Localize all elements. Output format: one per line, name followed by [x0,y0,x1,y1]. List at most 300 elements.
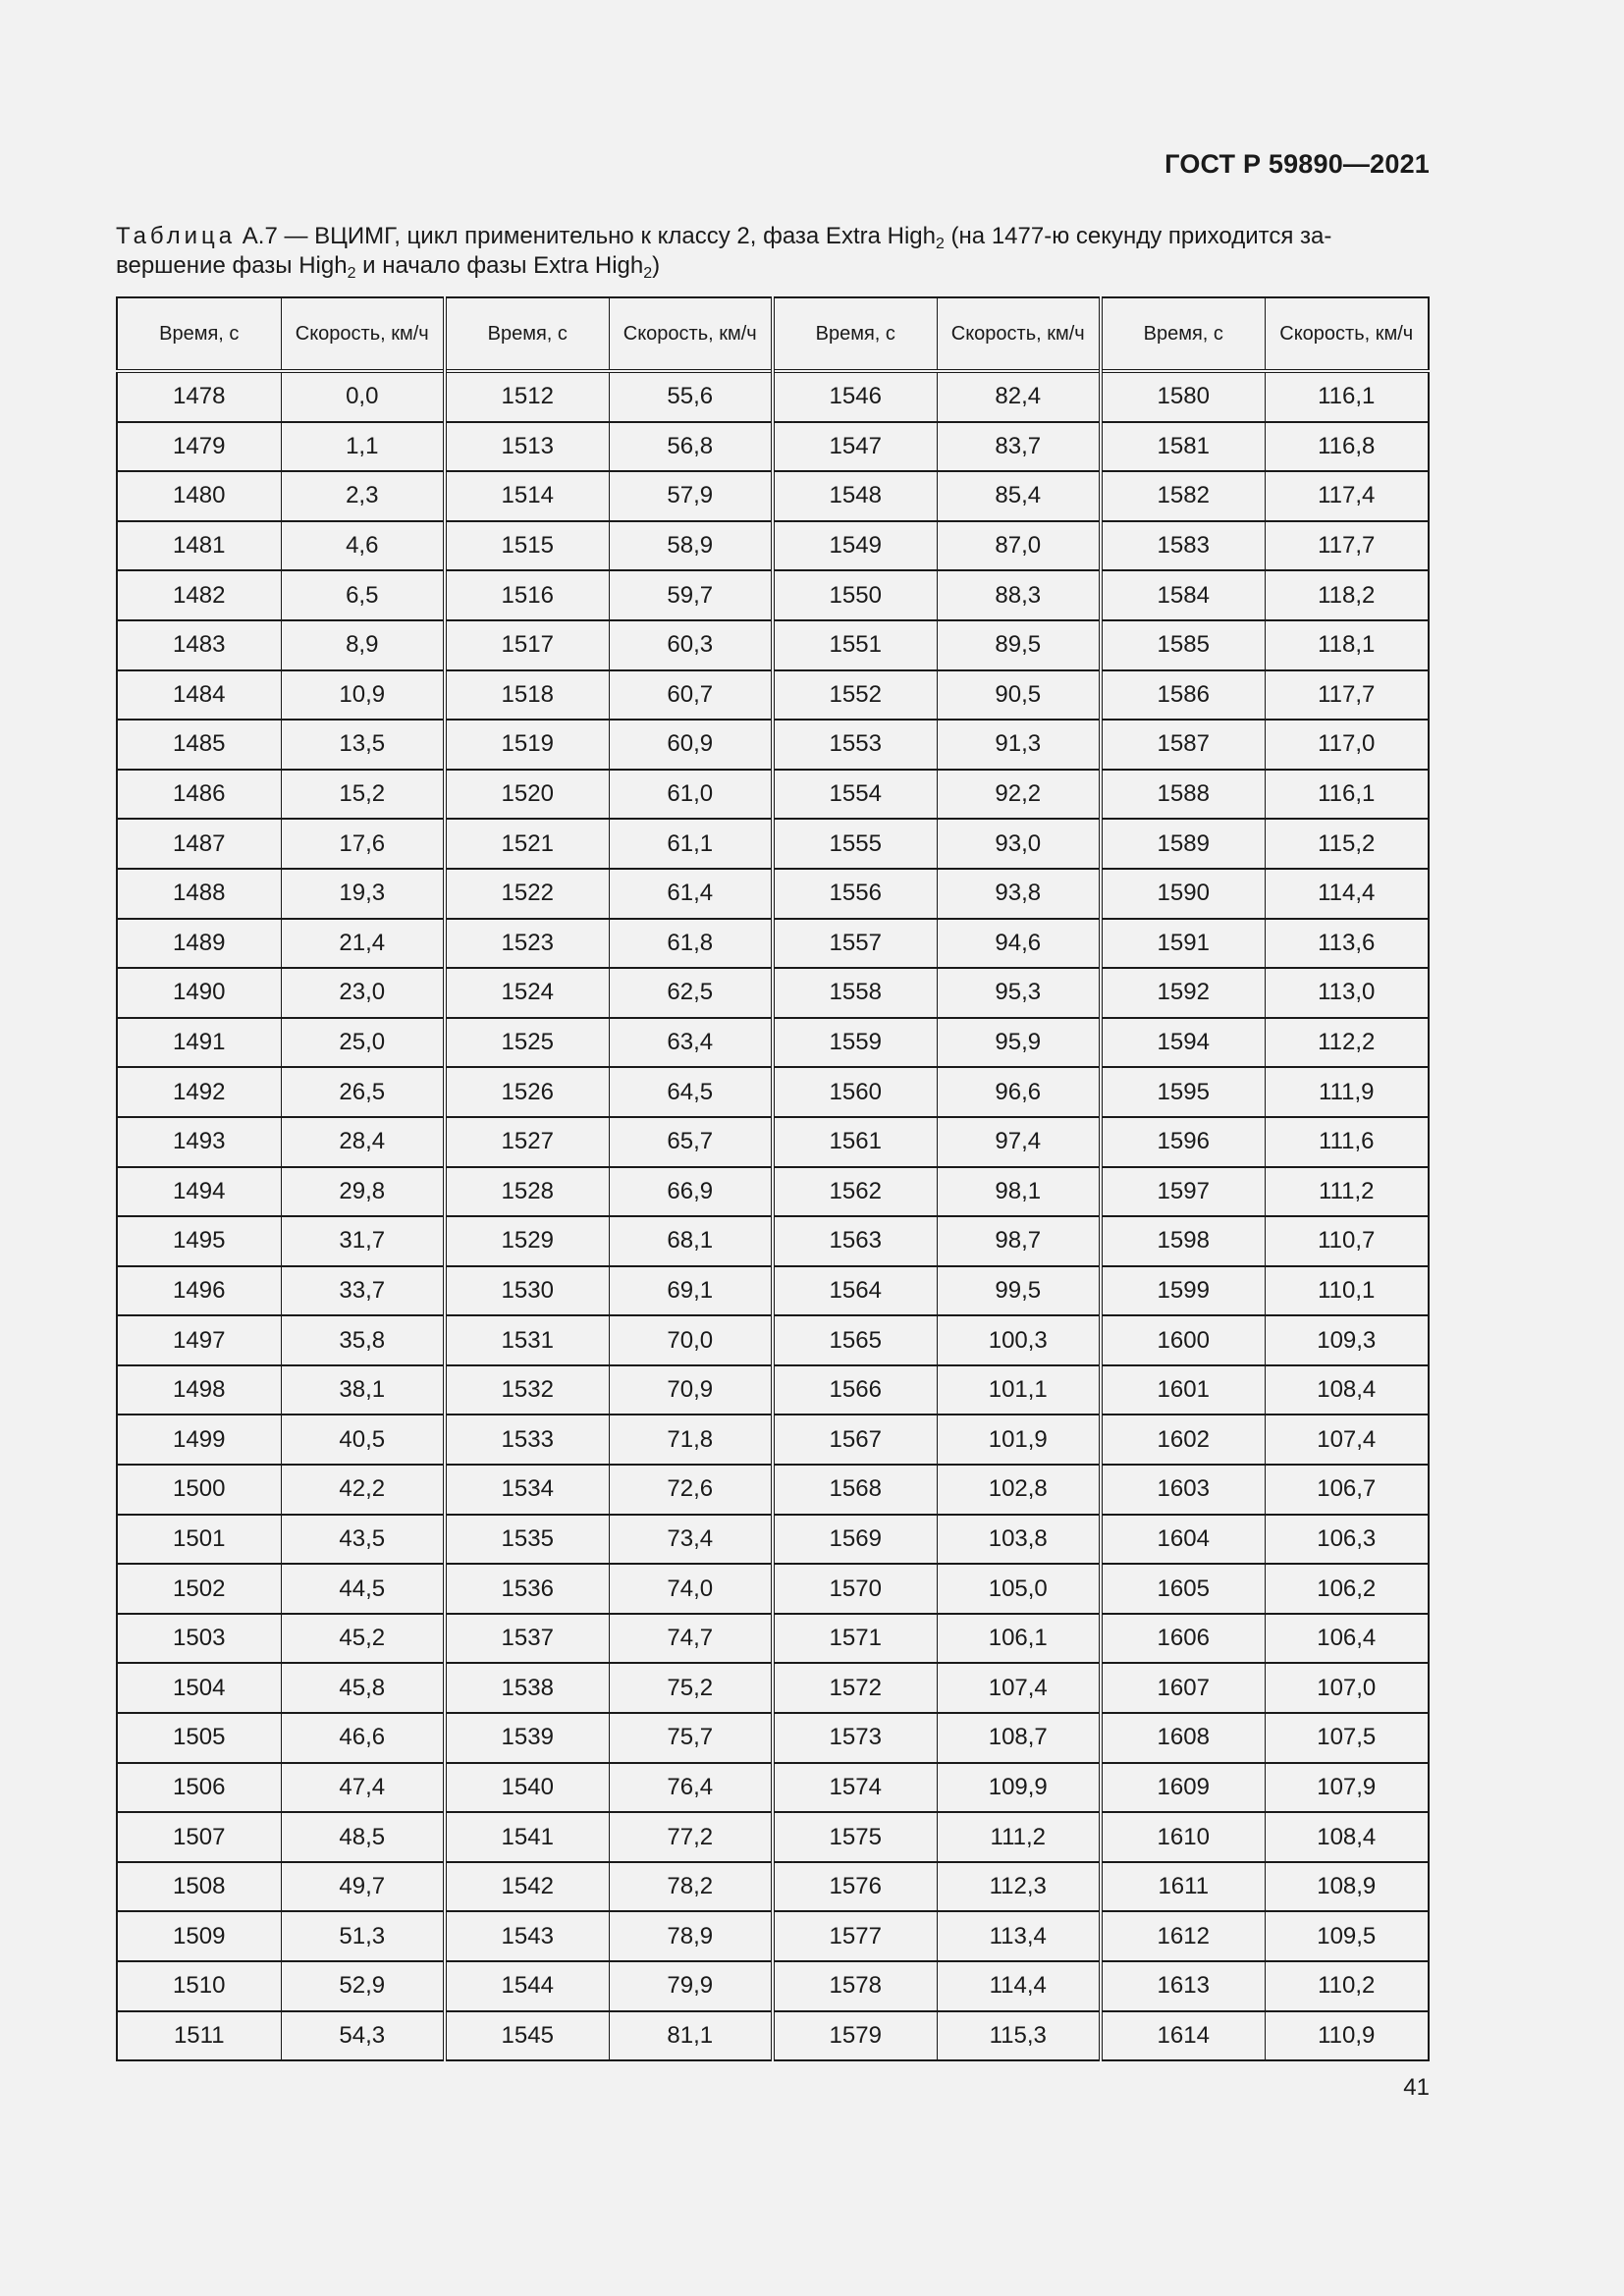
time-cell: 1539 [445,1713,609,1763]
time-cell: 1481 [117,521,281,571]
time-cell: 1595 [1101,1067,1265,1117]
speed-cell: 76,4 [609,1763,773,1813]
speed-cell: 61,1 [609,819,773,869]
time-cell: 1601 [1101,1365,1265,1415]
table-row [117,1266,1429,1316]
speed-cell: 93,8 [937,869,1101,919]
time-cell: 1523 [445,919,609,969]
table-row [117,471,1429,521]
speed-cell: 40,5 [281,1415,445,1465]
time-cell: 1583 [1101,521,1265,571]
speed-cell: 62,5 [609,968,773,1018]
header-speed: Скорость, км/ч [281,297,445,371]
speed-cell: 56,8 [609,422,773,472]
time-cell: 1543 [445,1911,609,1961]
time-cell: 1488 [117,869,281,919]
time-cell: 1485 [117,720,281,770]
speed-cell: 77,2 [609,1812,773,1862]
time-cell: 1574 [773,1763,937,1813]
table-row [117,1067,1429,1117]
speed-cell: 38,1 [281,1365,445,1415]
time-cell: 1555 [773,819,937,869]
time-cell: 1613 [1101,1961,1265,2011]
time-cell: 1542 [445,1862,609,1912]
speed-cell: 74,7 [609,1614,773,1664]
table-row [117,1763,1429,1813]
speed-cell: 52,9 [281,1961,445,2011]
speed-cell: 103,8 [937,1515,1101,1565]
time-cell: 1581 [1101,422,1265,472]
speed-cell: 108,4 [1265,1365,1429,1415]
speed-cell: 113,4 [937,1911,1101,1961]
speed-cell: 54,3 [281,2011,445,2061]
speed-cell: 25,0 [281,1018,445,1068]
time-cell: 1495 [117,1216,281,1266]
speed-cell: 0,0 [281,371,445,422]
speed-cell: 63,4 [609,1018,773,1068]
speed-cell: 116,1 [1265,371,1429,422]
time-cell: 1552 [773,670,937,721]
speed-cell: 26,5 [281,1067,445,1117]
time-cell: 1504 [117,1663,281,1713]
caption-text-2: (на 1477-ю секунду приходится за- [944,223,1332,249]
speed-cell: 101,1 [937,1365,1101,1415]
speed-cell: 111,9 [1265,1067,1429,1117]
header-speed: Скорость, км/ч [937,297,1101,371]
speed-cell: 117,0 [1265,720,1429,770]
time-cell: 1508 [117,1862,281,1912]
speed-cell: 42,2 [281,1465,445,1515]
time-cell: 1530 [445,1266,609,1316]
time-cell: 1576 [773,1862,937,1912]
speed-cell: 89,5 [937,620,1101,670]
time-cell: 1510 [117,1961,281,2011]
table-row [117,422,1429,472]
speed-cell: 72,6 [609,1465,773,1515]
speed-cell: 91,3 [937,720,1101,770]
caption-sub-2: 2 [347,265,356,282]
time-cell: 1528 [445,1167,609,1217]
time-cell: 1560 [773,1067,937,1117]
time-cell: 1603 [1101,1465,1265,1515]
speed-cell: 23,0 [281,968,445,1018]
time-cell: 1535 [445,1515,609,1565]
time-cell: 1602 [1101,1415,1265,1465]
speed-cell: 110,7 [1265,1216,1429,1266]
speed-cell: 113,0 [1265,968,1429,1018]
time-cell: 1558 [773,968,937,1018]
time-cell: 1608 [1101,1713,1265,1763]
speed-cell: 107,4 [937,1663,1101,1713]
time-cell: 1565 [773,1315,937,1365]
time-cell: 1492 [117,1067,281,1117]
time-cell: 1486 [117,770,281,820]
speed-cell: 81,1 [609,2011,773,2061]
time-cell: 1500 [117,1465,281,1515]
time-cell: 1610 [1101,1812,1265,1862]
caption-text-1: А.7 — ВЦИМГ, цикл применительно к классу 2, фаза Extra High [236,223,936,249]
document-code: ГОСТ Р 59890—2021 [1164,149,1430,179]
time-cell: 1487 [117,819,281,869]
speed-cell: 21,4 [281,919,445,969]
time-cell: 1532 [445,1365,609,1415]
speed-cell: 71,8 [609,1415,773,1465]
time-cell: 1541 [445,1812,609,1862]
speed-cell: 49,7 [281,1862,445,1912]
speed-cell: 106,4 [1265,1614,1429,1664]
page-number: 41 [1403,2074,1430,2101]
speed-cell: 99,5 [937,1266,1101,1316]
speed-cell: 75,2 [609,1663,773,1713]
speed-cell: 93,0 [937,819,1101,869]
speed-cell: 61,0 [609,770,773,820]
header-time: Время, с [1101,297,1265,371]
time-cell: 1506 [117,1763,281,1813]
time-cell: 1497 [117,1315,281,1365]
time-cell: 1531 [445,1315,609,1365]
table-row [117,1216,1429,1266]
speed-cell: 97,4 [937,1117,1101,1167]
speed-cell: 111,2 [937,1812,1101,1862]
time-cell: 1483 [117,620,281,670]
speed-cell: 105,0 [937,1564,1101,1614]
speed-cell: 98,1 [937,1167,1101,1217]
time-cell: 1540 [445,1763,609,1813]
time-cell: 1522 [445,869,609,919]
speed-cell: 110,9 [1265,2011,1429,2061]
speed-cell: 70,0 [609,1315,773,1365]
speed-cell: 107,5 [1265,1713,1429,1763]
caption-sub-1: 2 [935,236,945,252]
speed-cell: 109,5 [1265,1911,1429,1961]
caption-text-3: вершение фазы High [116,252,348,279]
time-cell: 1491 [117,1018,281,1068]
speed-cell: 45,2 [281,1614,445,1664]
table-row [117,1862,1429,1912]
speed-cell: 28,4 [281,1117,445,1167]
time-cell: 1598 [1101,1216,1265,1266]
speed-cell: 74,0 [609,1564,773,1614]
time-cell: 1545 [445,2011,609,2061]
speed-cell: 112,2 [1265,1018,1429,1068]
speed-cell: 61,4 [609,869,773,919]
time-cell: 1556 [773,869,937,919]
speed-cell: 117,7 [1265,521,1429,571]
time-cell: 1498 [117,1365,281,1415]
time-cell: 1584 [1101,570,1265,620]
speed-cell: 113,6 [1265,919,1429,969]
header-time: Время, с [117,297,281,371]
table-row [117,819,1429,869]
time-cell: 1544 [445,1961,609,2011]
header-speed: Скорость, км/ч [609,297,773,371]
time-cell: 1612 [1101,1911,1265,1961]
speed-cell: 88,3 [937,570,1101,620]
speed-cell: 82,4 [937,371,1101,422]
time-cell: 1568 [773,1465,937,1515]
speed-cell: 107,0 [1265,1663,1429,1713]
speed-cell: 47,4 [281,1763,445,1813]
time-cell: 1527 [445,1117,609,1167]
speed-cell: 83,7 [937,422,1101,472]
table-row [117,1663,1429,1713]
table-row [117,720,1429,770]
speed-cell: 73,4 [609,1515,773,1565]
speed-cell: 115,3 [937,2011,1101,2061]
speed-cell: 19,3 [281,869,445,919]
speed-cell: 68,1 [609,1216,773,1266]
table-row [117,570,1429,620]
speed-cell: 107,4 [1265,1415,1429,1465]
time-cell: 1594 [1101,1018,1265,1068]
speed-cell: 85,4 [937,471,1101,521]
time-cell: 1494 [117,1167,281,1217]
table-row [117,1614,1429,1664]
speed-cell: 106,7 [1265,1465,1429,1515]
speed-cell: 109,9 [937,1763,1101,1813]
speed-cell: 13,5 [281,720,445,770]
time-cell: 1604 [1101,1515,1265,1565]
speed-cell: 118,2 [1265,570,1429,620]
speed-cell: 106,1 [937,1614,1101,1664]
time-cell: 1511 [117,2011,281,2061]
time-cell: 1548 [773,471,937,521]
caption-text-5: ) [652,252,661,279]
speed-cell: 79,9 [609,1961,773,2011]
time-cell: 1609 [1101,1763,1265,1813]
speed-cell: 110,1 [1265,1266,1429,1316]
speed-cell: 107,9 [1265,1763,1429,1813]
time-cell: 1502 [117,1564,281,1614]
table-row [117,1564,1429,1614]
time-cell: 1611 [1101,1862,1265,1912]
time-cell: 1516 [445,570,609,620]
time-cell: 1567 [773,1415,937,1465]
time-cell: 1599 [1101,1266,1265,1316]
speed-cell: 64,5 [609,1067,773,1117]
time-cell: 1546 [773,371,937,422]
time-cell: 1499 [117,1415,281,1465]
time-cell: 1596 [1101,1117,1265,1167]
time-cell: 1496 [117,1266,281,1316]
time-cell: 1586 [1101,670,1265,721]
speed-cell: 8,9 [281,620,445,670]
speed-cell: 101,9 [937,1415,1101,1465]
speed-cell: 48,5 [281,1812,445,1862]
table-row [117,1315,1429,1365]
table-row [117,1365,1429,1415]
speed-cell: 116,8 [1265,422,1429,472]
speed-cell: 65,7 [609,1117,773,1167]
table-row [117,1117,1429,1167]
time-cell: 1493 [117,1117,281,1167]
speed-cell: 110,2 [1265,1961,1429,2011]
time-cell: 1503 [117,1614,281,1664]
speed-cell: 70,9 [609,1365,773,1415]
speed-cell: 44,5 [281,1564,445,1614]
speed-cell: 108,9 [1265,1862,1429,1912]
header-time: Время, с [445,297,609,371]
time-cell: 1585 [1101,620,1265,670]
caption-label: Таблица [116,223,237,249]
time-cell: 1564 [773,1266,937,1316]
speed-cell: 102,8 [937,1465,1101,1515]
time-cell: 1592 [1101,968,1265,1018]
time-cell: 1537 [445,1614,609,1664]
time-cell: 1524 [445,968,609,1018]
caption-text-4: и начало фазы Extra High [355,252,644,279]
speed-cell: 112,3 [937,1862,1101,1912]
time-cell: 1518 [445,670,609,721]
table-row [117,1713,1429,1763]
caption-sub-3: 2 [643,265,653,282]
time-cell: 1512 [445,371,609,422]
time-cell: 1482 [117,570,281,620]
time-cell: 1536 [445,1564,609,1614]
speed-cell: 108,4 [1265,1812,1429,1862]
table-row [117,1018,1429,1068]
time-cell: 1578 [773,1961,937,2011]
time-cell: 1553 [773,720,937,770]
time-cell: 1509 [117,1911,281,1961]
speed-cell: 45,8 [281,1663,445,1713]
speed-cell: 106,3 [1265,1515,1429,1565]
time-cell: 1571 [773,1614,937,1664]
time-cell: 1579 [773,2011,937,2061]
table-row [117,968,1429,1018]
speed-cell: 31,7 [281,1216,445,1266]
speed-cell: 95,3 [937,968,1101,1018]
time-cell: 1587 [1101,720,1265,770]
time-cell: 1549 [773,521,937,571]
time-cell: 1501 [117,1515,281,1565]
time-cell: 1547 [773,422,937,472]
time-cell: 1591 [1101,919,1265,969]
speed-cell: 100,3 [937,1315,1101,1365]
time-cell: 1517 [445,620,609,670]
time-cell: 1605 [1101,1564,1265,1614]
time-cell: 1519 [445,720,609,770]
time-cell: 1505 [117,1713,281,1763]
time-cell: 1561 [773,1117,937,1167]
speed-cell: 15,2 [281,770,445,820]
speed-cell: 46,6 [281,1713,445,1763]
speed-cell: 106,2 [1265,1564,1429,1614]
speed-cell: 115,2 [1265,819,1429,869]
table-row [117,1167,1429,1217]
time-cell: 1575 [773,1812,937,1862]
time-cell: 1534 [445,1465,609,1515]
time-cell: 1614 [1101,2011,1265,2061]
speed-cell: 116,1 [1265,770,1429,820]
header-time: Время, с [773,297,937,371]
speed-cell: 33,7 [281,1266,445,1316]
time-cell: 1538 [445,1663,609,1713]
time-cell: 1490 [117,968,281,1018]
speed-cell: 57,9 [609,471,773,521]
header-speed: Скорость, км/ч [1265,297,1429,371]
speed-cell: 114,4 [1265,869,1429,919]
time-cell: 1554 [773,770,937,820]
speed-cell: 117,7 [1265,670,1429,721]
time-cell: 1600 [1101,1315,1265,1365]
speed-cell: 109,3 [1265,1315,1429,1365]
time-cell: 1607 [1101,1663,1265,1713]
speed-cell: 117,4 [1265,471,1429,521]
time-cell: 1480 [117,471,281,521]
table-row [117,371,1429,422]
table-row [117,869,1429,919]
speed-cell: 78,2 [609,1862,773,1912]
speed-cell: 59,7 [609,570,773,620]
time-cell: 1526 [445,1067,609,1117]
table-row [117,919,1429,969]
speed-cell: 2,3 [281,471,445,521]
time-cell: 1514 [445,471,609,521]
time-cell: 1580 [1101,371,1265,422]
table-row [117,1515,1429,1565]
speed-cell: 60,7 [609,670,773,721]
table-row [117,770,1429,820]
time-cell: 1484 [117,670,281,721]
time-cell: 1569 [773,1515,937,1565]
table-row [117,1415,1429,1465]
time-cell: 1559 [773,1018,937,1068]
time-cell: 1478 [117,371,281,422]
speed-cell: 51,3 [281,1911,445,1961]
speed-cell: 66,9 [609,1167,773,1217]
speed-cell: 6,5 [281,570,445,620]
table-row [117,620,1429,670]
speed-cell: 87,0 [937,521,1101,571]
time-cell: 1520 [445,770,609,820]
table-row [117,1812,1429,1862]
time-cell: 1577 [773,1911,937,1961]
time-cell: 1479 [117,422,281,472]
table-row [117,1911,1429,1961]
time-cell: 1566 [773,1365,937,1415]
time-cell: 1563 [773,1216,937,1266]
time-cell: 1513 [445,422,609,472]
speed-cell: 108,7 [937,1713,1101,1763]
time-cell: 1588 [1101,770,1265,820]
time-cell: 1515 [445,521,609,571]
speed-cell: 55,6 [609,371,773,422]
speed-cell: 4,6 [281,521,445,571]
time-cell: 1507 [117,1812,281,1862]
speed-cell: 98,7 [937,1216,1101,1266]
speed-cell: 92,2 [937,770,1101,820]
time-cell: 1606 [1101,1614,1265,1664]
time-cell: 1551 [773,620,937,670]
time-cell: 1589 [1101,819,1265,869]
time-cell: 1572 [773,1663,937,1713]
speed-cell: 96,6 [937,1067,1101,1117]
speed-cell: 69,1 [609,1266,773,1316]
speed-cell: 60,3 [609,620,773,670]
speed-cell: 78,9 [609,1911,773,1961]
time-cell: 1590 [1101,869,1265,919]
time-cell: 1533 [445,1415,609,1465]
table-row [117,1465,1429,1515]
table-body [117,371,1429,2060]
speed-cell: 95,9 [937,1018,1101,1068]
speed-cell: 90,5 [937,670,1101,721]
speed-cell: 118,1 [1265,620,1429,670]
speed-cell: 61,8 [609,919,773,969]
table-row [117,2011,1429,2061]
table-row [117,1961,1429,2011]
